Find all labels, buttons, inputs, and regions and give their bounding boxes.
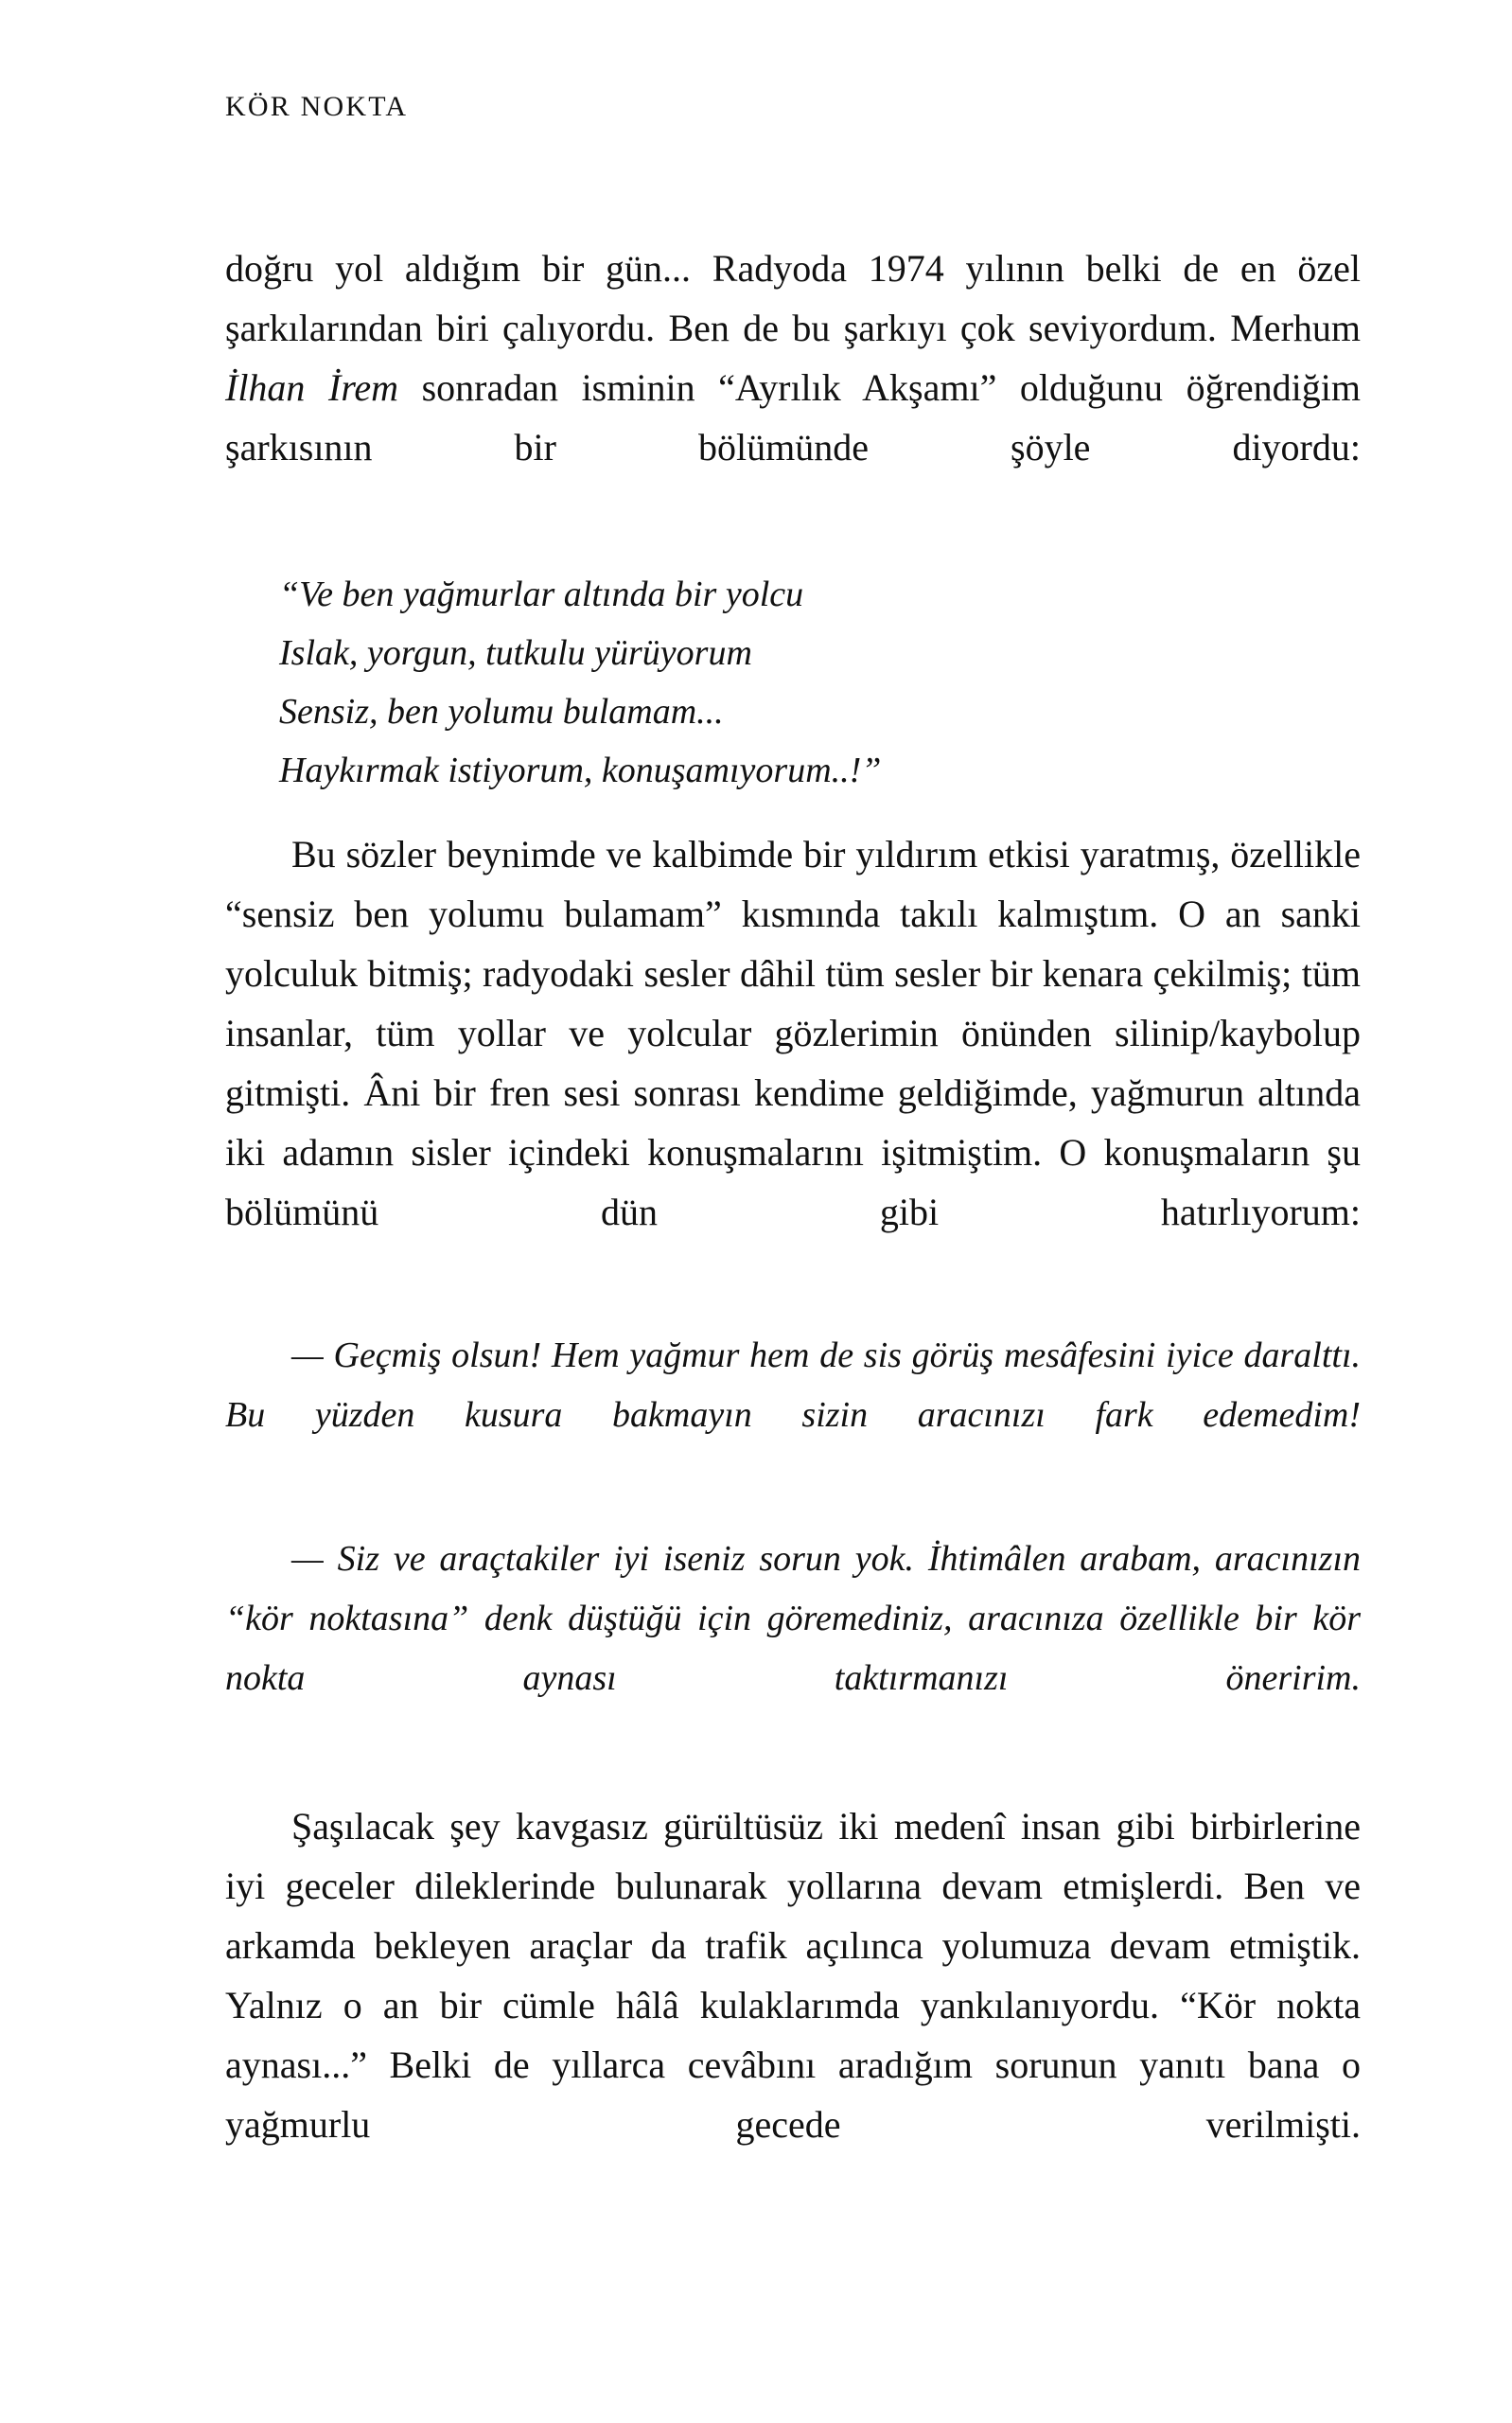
dialogue-paragraph-2: — Siz ve araçtakiler iyi iseniz sorun yok. İhtimâlen arabam, aracınızın “kör noktasına” denk düştüğü için göremediniz, aracınıza özellikle bir kör nokta aynası taktırmanızı öneririm. bbox=[225, 1539, 1361, 1698]
paragraph-1-part-a: doğru yol aldığım bir gün... Radyoda 1974 yılının belki de en özel şarkılarından biri çalıyordu. Ben de bu şarkıyı çok seviyordum. Merhum bbox=[225, 247, 1361, 349]
paragraph-2: Bu sözler beynimde ve kalbimde bir yıldırım etkisi yaratmış, özellikle “sensiz ben yolumu bulamam” kısmında takılı kalmıştım. O an sanki yolculuk bitmiş; radyodaki sesler dâhil tüm sesler bir kenara çekilmiş; tüm insanlar, tüm yollar ve yolcular gözlerimin önünden silinip/kaybolup gitmişti. Âni bir fren sesi sonrası kendime geldiğimde, yağmurun altında iki adamın sisler içindeki konuşmalarını işitmiştim. O konuşmaların şu bölümünü dün gibi hatırlıyorum: bbox=[225, 833, 1361, 1233]
paragraph-1 bbox=[225, 239, 1361, 537]
verse-line-1: “Ve ben yağmurlar altında bir yolcu bbox=[279, 575, 804, 614]
italic-artist-name: İlhan İrem bbox=[225, 366, 399, 409]
block-spacer bbox=[225, 1768, 1361, 1796]
running-head: KÖR NOKTA bbox=[225, 91, 409, 122]
dialogue-paragraph-1: — Geçmiş olsun! Hem yağmur hem de sis görüş mesâfesini iyice daralttı. Bu yüzden kusura bakmayın sizin aracınızı fark edemedim! bbox=[225, 1335, 1361, 1435]
paragraph-3: Şaşılacak şey kavgasız gürültüsüz iki medenî insan gibi birbirlerine iyi geceler dileklerinde bulunarak yollarına devam etmişlerdi. Ben ve arkamda bekleyen araçlar da trafik açılınca yolumuza devam etmiştik. Yalnız o an bir cümle hâlâ kulaklarımda yankılanıyordu. “Kör nokta aynası...” Belki de yıllarca cevâbını aradığım sorunun yanıtı bana o yağmurlu gecede verilmişti. bbox=[225, 1805, 1361, 2146]
verse-block bbox=[225, 565, 1361, 800]
paragraph-1-part-b: sonradan isminin “Ayrılık Akşamı” olduğunu öğrendiğim şarkısının bir bölümünde şöyle diyordu: bbox=[225, 366, 1361, 469]
verse-line-4: Haykırmak istiyorum, konuşamıyorum..!” bbox=[279, 751, 882, 790]
text-column bbox=[225, 239, 1361, 2214]
verse-line-3: Sensiz, ben yolumu bulamam... bbox=[279, 692, 724, 732]
verse-line-2: Islak, yorgun, tutkulu yürüyorum bbox=[279, 633, 752, 673]
